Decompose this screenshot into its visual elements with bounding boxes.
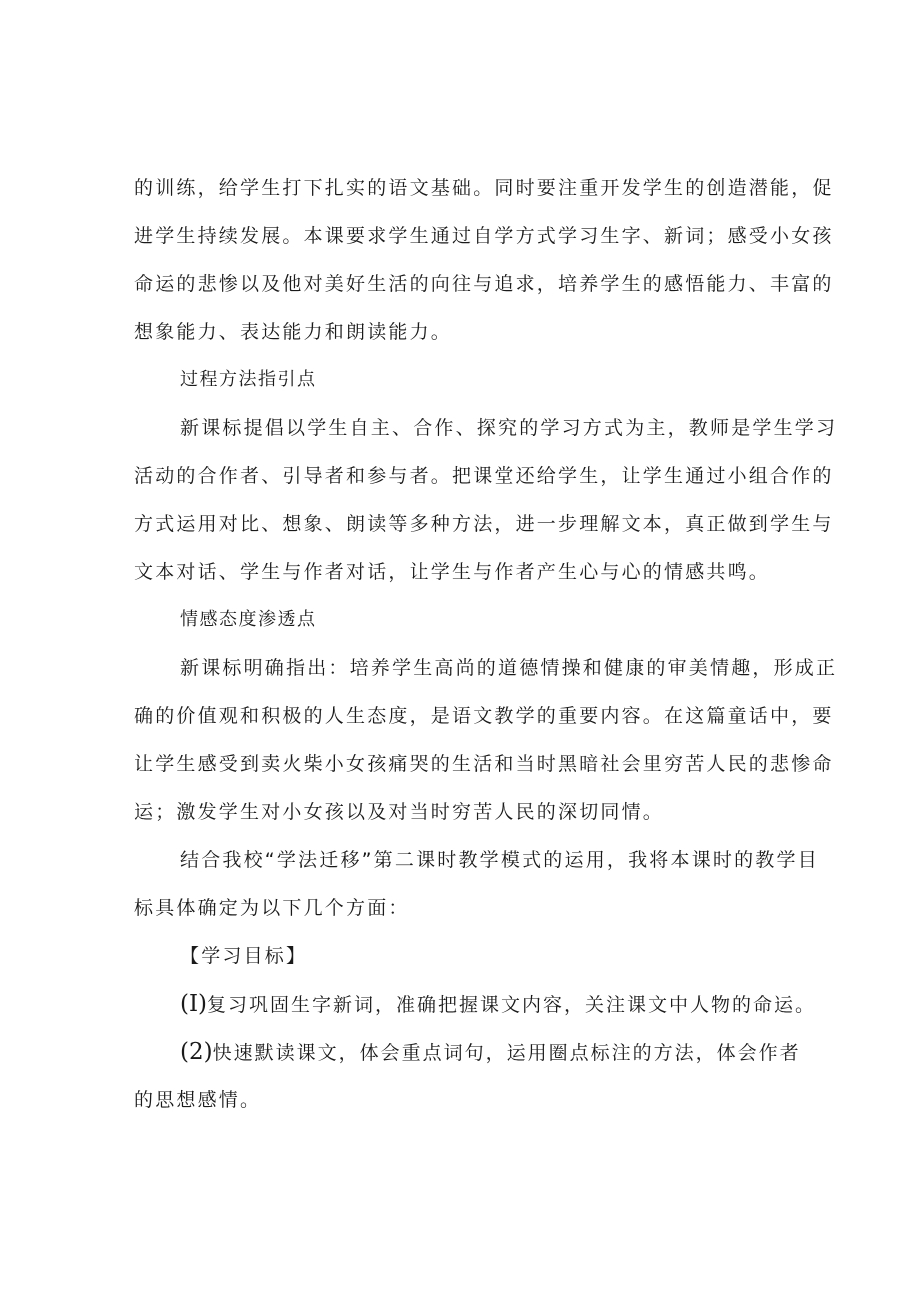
- paragraph-line: 文本对话、学生与作者对话，让学生与作者产生心与心的情感共鸣。: [134, 561, 771, 583]
- section-heading-process-method: 过程方法指引点: [180, 369, 317, 390]
- paragraph-line: 确的价值观和积极的人生态度，是语文教学的重要内容。在这篇童话中，要: [134, 705, 834, 727]
- paragraph-line: 的思想感情。: [134, 1089, 262, 1111]
- paragraph-line: 结合我校“学法迁移”第二课时教学模式的运用，我将本课时的教学目: [180, 849, 819, 871]
- goal-text: 复习巩固生字新词，准确把握课文内容，关注课文中人物的命运。: [207, 994, 817, 1016]
- paragraph-line: 运；激发学生对小女孩以及对当时穷苦人民的深切同情。: [134, 801, 665, 823]
- paragraph-line: 想象能力、表达能力和朗读能力。: [134, 321, 453, 343]
- goal-item-2: [180, 1040, 801, 1065]
- paragraph-line: 的训练，给学生打下扎实的语文基础。同时要注重开发学生的创造潜能，促: [134, 177, 834, 199]
- section-heading-learning-goals: 【学习目标】: [180, 945, 308, 967]
- paragraph-line: 让学生感受到卖火柴小女孩痛哭的生活和当时黑暗社会里穷苦人民的悲惨命: [134, 753, 834, 775]
- paragraph-line: 命运的悲惨以及他对美好生活的向往与追求，培养学生的感悟能力、丰富的: [134, 273, 834, 295]
- paragraph-line: 标具体确定为以下几个方面：: [134, 897, 410, 919]
- paragraph-line: 进学生持续发展。本课要求学生通过自学方式学习生字、新词；感受小女孩: [134, 225, 834, 247]
- section-heading-emotion-attitude: 情感态度渗透点: [180, 609, 317, 630]
- paragraph-line: 方式运用对比、想象、朗读等多种方法，进一步理解文本，真正做到学生与: [134, 513, 834, 535]
- paragraph-line: 活动的合作者、引导者和参与者。把课堂还给学生，让学生通过小组合作的: [134, 465, 834, 487]
- goal-number: (I): [180, 991, 208, 1017]
- paragraph-line: 新课标提倡以学生自主、合作、探究的学习方式为主，教师是学生学习: [180, 417, 838, 439]
- goal-item-1: [180, 992, 816, 1017]
- goal-text: 快速默读课文，体会重点词句，运用圈点标注的方法，体会作者: [212, 1042, 801, 1064]
- goal-number: (2): [180, 1039, 213, 1065]
- paragraph-line: 新课标明确指出：培养学生高尚的道德情操和健康的审美情趣，形成正: [180, 657, 838, 679]
